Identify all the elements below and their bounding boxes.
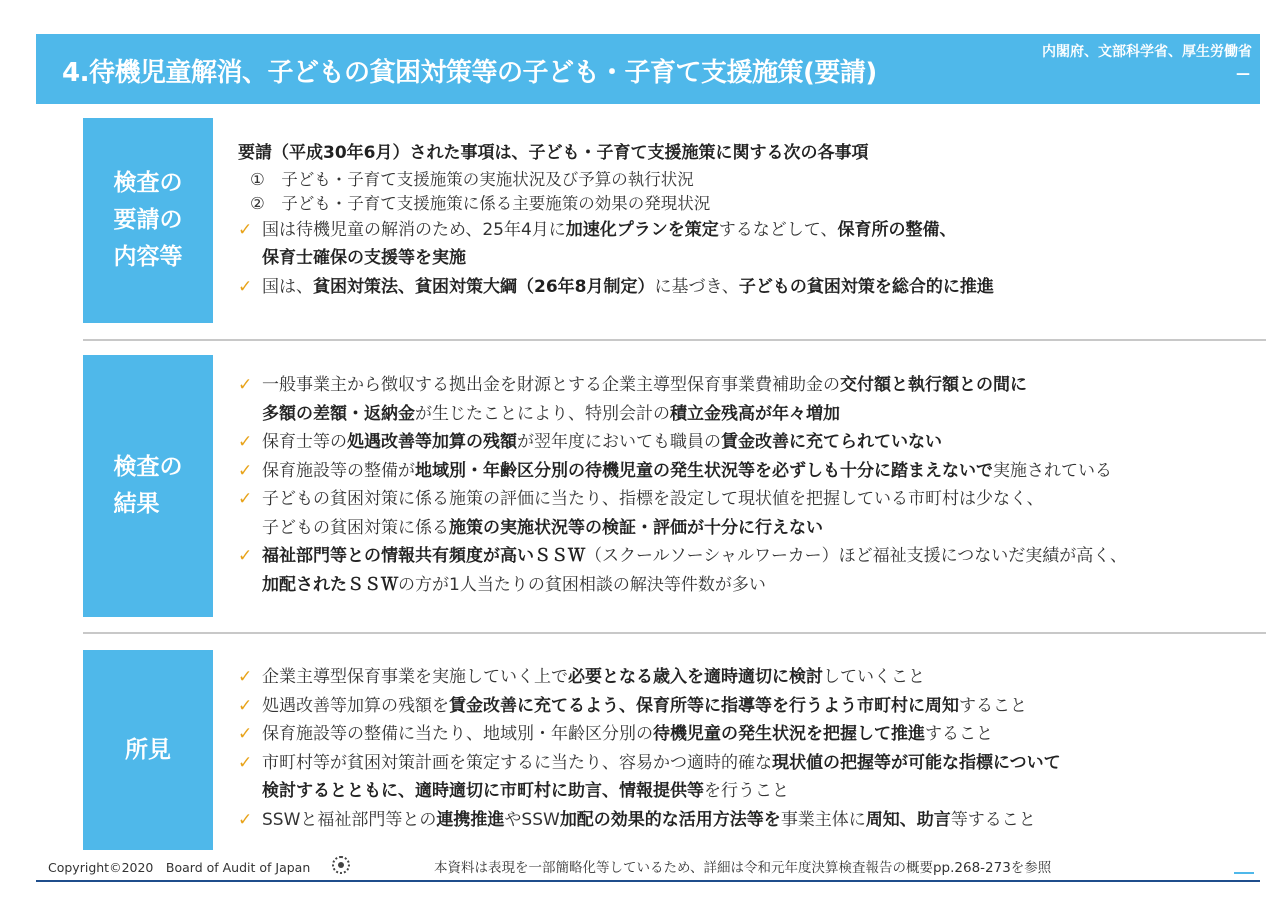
line-segment: 企業主導型保育事業を実施していく上で	[262, 667, 568, 687]
results-label-line: 検査の	[113, 454, 183, 480]
line-segment: 必要となる歳入を適時適切に検討	[568, 667, 823, 687]
findings-label-line: 所見	[125, 736, 171, 763]
check-icon: ✓	[238, 724, 253, 744]
line-segment: すること	[959, 695, 1027, 716]
line-segment: 加配の効果的な活用方法等を	[559, 809, 781, 830]
check-icon: ✓	[238, 276, 253, 297]
line-segment: 貧困対策法、貧困対策大綱（26年8月制定）	[313, 276, 655, 297]
line-segment: 市町村等が貧困対策計画を策定するに当たり、容易かつ適時的確な	[262, 752, 772, 773]
request-line	[238, 192, 1268, 216]
line-segment: 加速化プランを策定	[565, 219, 719, 240]
line-segment: 処遇改善等加算の残額	[347, 432, 517, 452]
footer-mark	[1234, 872, 1254, 874]
findings-line	[238, 720, 1268, 749]
findings-section-label	[83, 650, 213, 850]
line-segment: に基づき、	[654, 276, 739, 297]
request-section-content	[238, 139, 1268, 301]
check-icon: ✓	[238, 809, 253, 830]
results-line	[238, 457, 1268, 486]
results-line	[238, 485, 1268, 514]
line-segment: 賃金改善に充てられていない	[721, 432, 942, 452]
request-line	[238, 168, 1268, 192]
line-segment: 一般事業主から徴収する拠出金を財源とする企業主導型保育事業費補助金の	[262, 375, 840, 395]
check-icon: ✓	[238, 375, 253, 395]
line-segment: 国は、	[262, 276, 313, 297]
board-seal-icon	[332, 856, 350, 874]
ministries-label: 内閣府、文部科学省、厚生労働省	[1042, 44, 1252, 60]
line-segment: 周知、助言	[865, 809, 951, 830]
line-segment: 要請（平成30年6月）された事項は、子ども・子育て支援施策に関する次の各事項	[238, 143, 869, 163]
line-segment: 事業主体に	[780, 809, 866, 830]
line-segment: を行うこと	[704, 781, 789, 801]
request-section-label	[83, 118, 213, 323]
check-icon: ✓	[238, 219, 253, 240]
line-segment: （スクールソーシャルワーカー）ほど福祉支援につないだ実績が高く、	[585, 546, 1127, 566]
results-label-line: 結果	[113, 491, 160, 517]
check-icon: ✓	[238, 546, 253, 566]
line-segment: ① 子ども・子育て支援施策の実施状況及び予算の執行状況	[250, 169, 694, 189]
line-segment: していくこと	[823, 667, 925, 687]
request-line	[238, 273, 1268, 302]
page-footer	[36, 850, 1260, 882]
results-section-content	[238, 371, 1268, 599]
line-segment: 交付額と執行額との間に	[840, 375, 1027, 395]
line-segment: 処遇改善等加算の残額を	[262, 695, 449, 716]
line-segment: 現状値の把握等が可能な指標について	[772, 752, 1061, 773]
check-icon: ✓	[238, 752, 253, 773]
request-line	[238, 216, 1268, 245]
line-segment: 国は待機児童の解消のため、25年4月に	[262, 219, 566, 240]
line-segment: 加配されたＳＳＷ	[262, 574, 398, 595]
line-segment: 等すること	[950, 809, 1036, 830]
line-segment: 保育士確保の支援等を実施	[262, 248, 466, 268]
line-segment: 待機児童の発生状況を把握して推進	[653, 724, 925, 744]
line-segment: 子どもの貧困対策に係る施策の評価に当たり、指標を設定して現状値を把握している市町村は少なく、	[262, 489, 1044, 509]
line-segment: 地域別・年齢区分別の待機児童の発生状況等を必ずしも十分に踏まえないで	[415, 460, 993, 481]
check-icon: ✓	[238, 489, 253, 509]
findings-line	[238, 777, 1268, 806]
results-line	[238, 428, 1268, 457]
check-icon: ✓	[238, 460, 253, 481]
findings-section-content	[238, 663, 1268, 834]
check-icon: ✓	[238, 667, 253, 687]
results-section-label	[83, 355, 213, 617]
section-divider	[83, 339, 1266, 341]
results-line	[238, 571, 1268, 600]
findings-line	[238, 692, 1268, 721]
line-segment: 保育施設等の整備に当たり、地域別・年齢区分別の	[262, 724, 653, 744]
line-segment: 子どもの貧困対策を総合的に推進	[738, 276, 994, 297]
copyright-text: Copyright©2020 Board of Audit of Japan	[48, 860, 311, 875]
results-line	[238, 514, 1268, 543]
line-segment: 保育施設等の整備が	[262, 460, 415, 481]
request-label-line: 要請の	[113, 207, 183, 233]
line-segment: 検討するとともに、適時適切に市町村に助言、情報提供等	[262, 781, 704, 801]
line-segment: 福祉部門等との情報共有頻度が高いＳＳＷ	[262, 546, 585, 566]
line-segment: 賃金改善に充てるよう、保育所等に指導等を行うよう市町村に周知	[449, 695, 959, 716]
line-segment: の方が1人当たりの貧困相談の解決等件数が多い	[398, 574, 766, 595]
footer-note: 本資料は表現を一部簡略化等しているため、詳細は令和元年度決算検査報告の概要pp.268-273を参照	[434, 860, 1052, 876]
request-label-line: 内容等	[113, 244, 183, 270]
line-segment: 連携推進	[436, 809, 505, 830]
request-line	[238, 139, 1268, 168]
line-segment: 子どもの貧困対策に係る	[262, 517, 449, 538]
line-segment: するなどして、	[718, 219, 838, 240]
request-line	[238, 244, 1268, 273]
line-segment: 施策の実施状況等の検証・評価が十分に行えない	[449, 517, 823, 538]
findings-line	[238, 663, 1268, 692]
line-segment: やSSW	[504, 809, 560, 830]
line-segment: 保育所の整備、	[837, 219, 957, 240]
results-line	[238, 371, 1268, 400]
line-segment: 積立金残高が年々増加	[670, 403, 840, 424]
line-segment: が翌年度においても職員の	[517, 432, 721, 452]
line-segment: が生じたことにより、特別会計の	[415, 403, 670, 424]
check-icon: ✓	[238, 695, 253, 716]
header-dash: —	[1236, 66, 1250, 82]
line-segment: SSWと福祉部門等との	[262, 809, 437, 830]
line-segment: 多額の差額・返納金	[262, 403, 415, 424]
results-line	[238, 542, 1268, 571]
line-segment: 保育士等の	[262, 432, 347, 452]
request-label-line: 検査の	[113, 170, 183, 196]
line-segment: 実施されている	[993, 460, 1112, 481]
results-line	[238, 400, 1268, 429]
line-segment: ② 子ども・子育て支援施策に係る主要施策の効果の発現状況	[250, 193, 711, 213]
page-header	[36, 34, 1260, 104]
section-divider	[83, 632, 1266, 634]
findings-line	[238, 749, 1268, 778]
line-segment: すること	[925, 724, 993, 744]
page-title: 4.待機児童解消、子どもの貧困対策等の子ども・子育て支援施策(要請)	[62, 58, 877, 88]
check-icon: ✓	[238, 432, 253, 452]
findings-line	[238, 806, 1268, 835]
